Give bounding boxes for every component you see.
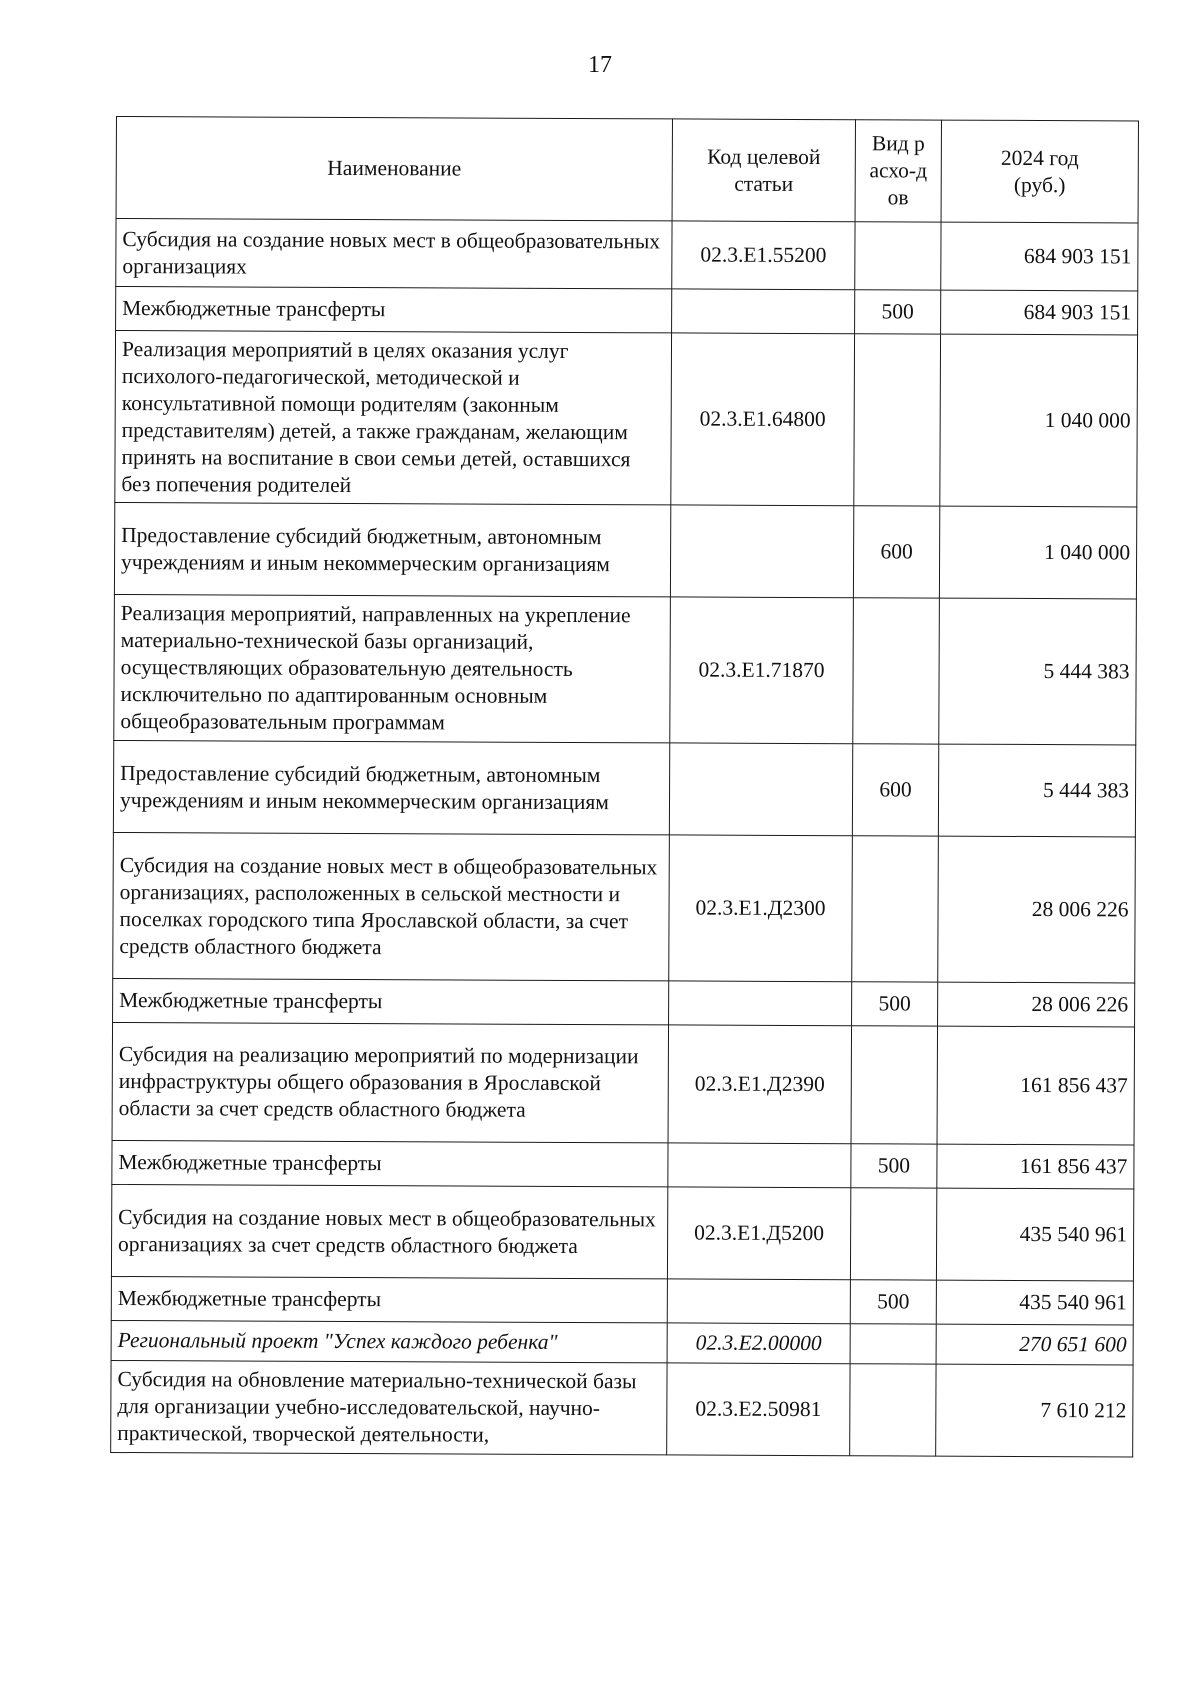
row-name: Межбюджетные трансферты [112, 1140, 668, 1186]
row-code: 02.3.Е1.Д2300 [669, 835, 853, 982]
header-type [855, 120, 941, 222]
table-row [113, 978, 1135, 1026]
row-amount: 1 040 000 [940, 334, 1138, 507]
row-code [669, 743, 852, 836]
table-row [113, 832, 1136, 982]
row-type [855, 222, 941, 290]
row-type [850, 1364, 936, 1456]
row-type [853, 598, 940, 744]
row-name: Региональный проект "Успех каждого ребенка" [111, 1320, 667, 1362]
row-type: 500 [852, 982, 938, 1026]
row-name: Реализация мероприятий в целях оказания услуг психолого-педагогической, методической и консультативной помощи родителям (законным представителям) детей, а также гражданам, желающим принять на воспитание в свои семьи детей, оставшихся без попечения родителей [115, 331, 672, 505]
row-amount: 28 006 226 [938, 982, 1135, 1027]
table-row [113, 740, 1135, 836]
row-name: Субсидия на создание новых мест в общеобразовательных организациях [116, 219, 672, 289]
row-type: 500 [850, 1280, 936, 1324]
table-row [111, 1184, 1133, 1280]
row-amount: 7 610 212 [936, 1364, 1133, 1457]
row-code: 02.3.Е1.64800 [671, 333, 855, 506]
table-row [112, 1022, 1135, 1144]
row-code: 02.3.Е1.55200 [672, 221, 855, 290]
table-row [111, 1360, 1133, 1456]
table-row-regional-project [111, 1320, 1133, 1364]
row-code [668, 1143, 851, 1188]
table-row [111, 1276, 1133, 1324]
header-type-text: Вид расхо-дов [869, 131, 928, 210]
row-name: Субсидия на создание новых мест в общеобразовательных организациях, расположенных в сельской местности и поселках городского типа Ярославской области, за счет средств областного бюджета [113, 832, 670, 980]
table-row [114, 594, 1137, 744]
row-code [667, 1279, 850, 1324]
table-header-row [116, 117, 1138, 223]
header-amount [941, 120, 1138, 223]
row-name: Субсидия на обновление материально-технической базы для организации учебно-исследовательской, научно-практической, творческой деятельности, [111, 1360, 667, 1454]
row-type: 500 [855, 290, 941, 334]
header-code [672, 119, 855, 222]
row-code [669, 981, 852, 1026]
row-amount: 435 540 961 [936, 1188, 1133, 1281]
row-amount: 5 444 383 [939, 598, 1137, 745]
row-name: Межбюджетные трансферты [113, 978, 669, 1024]
budget-table [110, 116, 1139, 1457]
row-name: Субсидия на создание новых мест в общеобразовательных организациях за счет средств областного бюджета [111, 1184, 667, 1278]
row-name: Межбюджетные трансферты [111, 1276, 667, 1322]
header-amount-text: 2024 год (руб.) [1000, 145, 1079, 197]
row-amount: 161 856 437 [937, 1026, 1135, 1145]
row-amount: 161 856 437 [937, 1144, 1134, 1189]
row-type [850, 1324, 936, 1364]
row-amount: 28 006 226 [938, 836, 1136, 983]
row-code: 02.3.Е1.Д5200 [667, 1187, 850, 1280]
table-row [115, 331, 1138, 507]
header-name: Наименование [116, 117, 672, 221]
row-code: 02.3.Е2.00000 [667, 1323, 850, 1364]
row-amount: 270 651 600 [936, 1324, 1133, 1365]
row-name: Реализация мероприятий, направленных на укрепление материально-технической базы организаций, осуществляющих образовательную деятельность исключительно по адаптированным основным общеобразовательным программам [114, 594, 671, 742]
row-type: 600 [853, 506, 939, 598]
row-type [850, 1188, 936, 1280]
row-amount: 1 040 000 [939, 506, 1136, 599]
row-amount: 684 903 151 [941, 222, 1138, 291]
row-name: Субсидия на реализацию мероприятий по модернизации инфраструктуры общего образования в Ярославской области за счет средств областного бюджета [112, 1022, 669, 1142]
row-type [852, 836, 939, 982]
row-amount: 5 444 383 [938, 744, 1135, 837]
table-row [116, 219, 1138, 291]
row-name: Предоставление субсидий бюджетным, автономным учреждениям и иным некоммерческим организациям [113, 740, 669, 834]
row-code: 02.3.Е2.50981 [667, 1363, 850, 1456]
row-amount: 435 540 961 [936, 1280, 1133, 1325]
row-name: Предоставление субсидий бюджетным, автономным учреждениям и иным некоммерческим организациям [114, 502, 670, 596]
page-number: 17 [588, 52, 612, 78]
header-code-text: Код целевой статьи [707, 144, 821, 196]
table-row [114, 502, 1136, 598]
table-row [116, 287, 1138, 335]
row-type: 500 [851, 1144, 937, 1188]
row-amount: 684 903 151 [941, 290, 1138, 335]
row-code [672, 289, 855, 334]
row-type: 600 [852, 744, 938, 836]
row-code [670, 505, 853, 598]
table-row [112, 1140, 1134, 1188]
row-type [854, 334, 941, 506]
row-name: Межбюджетные трансферты [116, 287, 672, 333]
row-type [851, 1026, 938, 1144]
row-code: 02.3.Е1.Д2390 [668, 1025, 852, 1144]
row-code: 02.3.Е1.71870 [670, 597, 854, 744]
